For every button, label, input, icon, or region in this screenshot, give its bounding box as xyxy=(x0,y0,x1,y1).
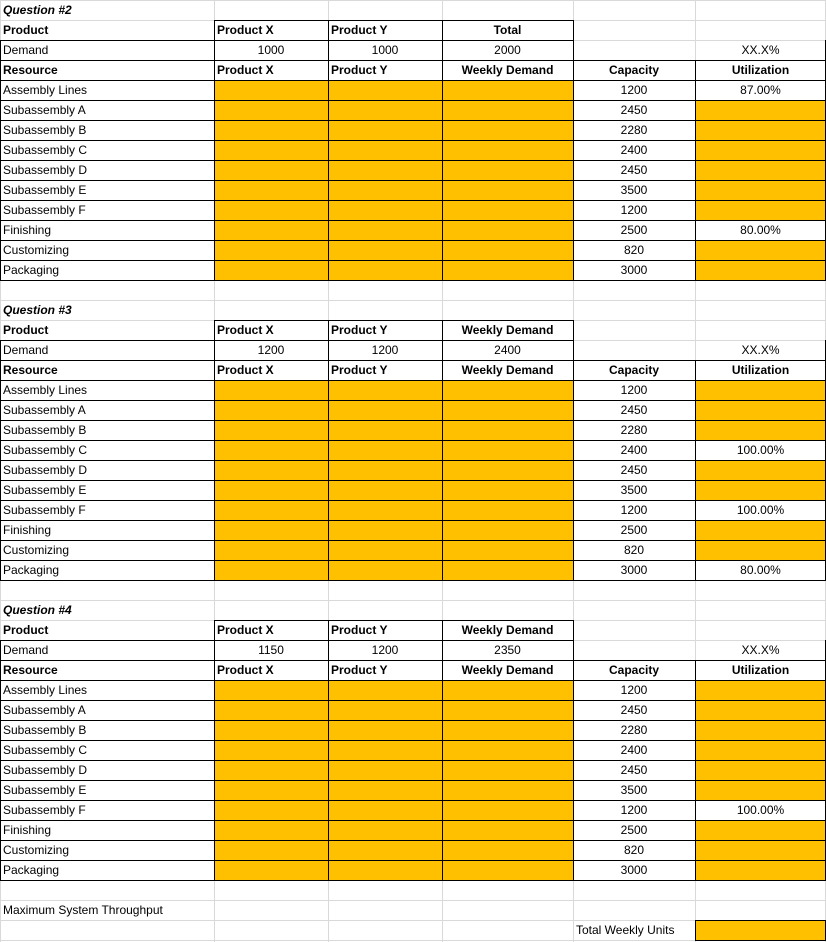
resource-name: Subassembly F xyxy=(3,203,86,217)
capacity-value: 1200 xyxy=(620,383,648,397)
input-product-y[interactable] xyxy=(328,80,442,100)
resource-name: Subassembly E xyxy=(3,483,87,497)
input-product-y[interactable] xyxy=(328,800,442,820)
demand-label: Demand xyxy=(3,643,49,657)
input-product-y[interactable] xyxy=(328,240,442,260)
input-weekly-demand[interactable] xyxy=(442,820,573,840)
input-product-x[interactable] xyxy=(214,520,328,540)
input-product-y[interactable] xyxy=(328,700,442,720)
resource-name: Subassembly D xyxy=(3,763,88,777)
input-weekly-demand[interactable] xyxy=(442,440,573,460)
product-y-header: Product Y xyxy=(331,623,388,637)
resource-label: Resource xyxy=(3,363,58,377)
input-weekly-demand[interactable] xyxy=(442,860,573,880)
input-product-y[interactable] xyxy=(328,400,442,420)
utilization-value[interactable]: 80.00% xyxy=(740,563,781,577)
input-product-x[interactable] xyxy=(214,760,328,780)
input-product-y[interactable] xyxy=(328,220,442,240)
utilization-value[interactable]: 100.00% xyxy=(736,503,785,517)
input-product-y[interactable] xyxy=(328,840,442,860)
utilization-value[interactable]: 100.00% xyxy=(736,443,785,457)
input-utilization[interactable] xyxy=(695,200,826,220)
input-product-x[interactable] xyxy=(214,860,328,880)
resource-name: Subassembly C xyxy=(3,143,88,157)
section-title: Question #2 xyxy=(3,3,72,17)
input-product-y[interactable] xyxy=(328,200,442,220)
resource-name: Subassembly F xyxy=(3,503,86,517)
input-product-x[interactable] xyxy=(214,820,328,840)
weekly-demand-header: Weekly Demand xyxy=(461,663,554,677)
capacity-value: 2400 xyxy=(620,143,648,157)
input-weekly-demand[interactable] xyxy=(442,740,573,760)
capacity-value: 3500 xyxy=(620,183,648,197)
capacity-value: 3500 xyxy=(620,483,648,497)
input-product-x[interactable] xyxy=(214,840,328,860)
input-utilization[interactable] xyxy=(695,400,826,420)
section-title: Question #3 xyxy=(3,303,72,317)
resource-name: Finishing xyxy=(3,223,52,237)
input-product-x[interactable] xyxy=(214,220,328,240)
input-utilization[interactable] xyxy=(695,140,826,160)
weekly-demand-header: Weekly Demand xyxy=(461,363,554,377)
input-product-x[interactable] xyxy=(214,780,328,800)
utilization-format: XX.X% xyxy=(741,643,780,657)
section-title: Question #4 xyxy=(3,603,72,617)
utilization-value[interactable]: 80.00% xyxy=(740,223,781,237)
input-weekly-demand[interactable] xyxy=(442,540,573,560)
capacity-value: 2450 xyxy=(620,703,648,717)
resource-name: Subassembly A xyxy=(3,103,86,117)
input-weekly-demand[interactable] xyxy=(442,500,573,520)
capacity-value: 2450 xyxy=(620,103,648,117)
capacity-value: 2500 xyxy=(620,523,648,537)
input-weekly-demand[interactable] xyxy=(442,460,573,480)
demand-product-x[interactable]: 1200 xyxy=(257,343,285,357)
input-utilization[interactable] xyxy=(695,480,826,500)
capacity-value: 2280 xyxy=(620,423,648,437)
product-label: Product xyxy=(3,323,49,337)
capacity-value: 1200 xyxy=(620,683,648,697)
input-product-x[interactable] xyxy=(214,720,328,740)
total-header: Weekly Demand xyxy=(461,623,554,637)
input-utilization[interactable] xyxy=(695,460,826,480)
demand-product-x[interactable]: 1150 xyxy=(258,643,284,657)
resource-name: Subassembly B xyxy=(3,123,87,137)
input-product-x[interactable] xyxy=(214,80,328,100)
utilization-format: XX.X% xyxy=(741,43,780,57)
capacity-value: 2450 xyxy=(620,403,648,417)
product-y-header: Product Y xyxy=(331,323,388,337)
input-utilization[interactable] xyxy=(695,540,826,560)
demand-product-y[interactable]: 1200 xyxy=(371,643,399,657)
input-weekly-demand[interactable] xyxy=(442,80,573,100)
input-weekly-demand[interactable] xyxy=(442,180,573,200)
resource-name: Subassembly E xyxy=(3,783,87,797)
input-product-x[interactable] xyxy=(214,440,328,460)
resource-name: Customizing xyxy=(3,243,70,257)
resource-name: Assembly Lines xyxy=(3,383,88,397)
input-utilization[interactable] xyxy=(695,120,826,140)
input-product-x[interactable] xyxy=(214,460,328,480)
product-y-header: Product Y xyxy=(331,23,388,37)
input-weekly-demand[interactable] xyxy=(442,800,573,820)
input-product-y[interactable] xyxy=(328,760,442,780)
capacity-value: 1200 xyxy=(620,503,648,517)
input-utilization[interactable] xyxy=(695,860,826,880)
input-product-x[interactable] xyxy=(214,260,328,280)
capacity-value: 2280 xyxy=(620,123,648,137)
input-weekly-demand[interactable] xyxy=(442,760,573,780)
capacity-header: Capacity xyxy=(608,63,660,77)
product-label: Product xyxy=(3,623,49,637)
demand-total[interactable]: 2400 xyxy=(494,343,521,357)
input-product-x[interactable] xyxy=(214,740,328,760)
input-weekly-demand[interactable] xyxy=(442,400,573,420)
resource-name: Packaging xyxy=(3,563,60,577)
capacity-value: 820 xyxy=(623,843,645,857)
capacity-header: Capacity xyxy=(608,363,660,377)
capacity-value: 2280 xyxy=(620,723,648,737)
input-product-x[interactable] xyxy=(214,100,328,120)
input-weekly-demand[interactable] xyxy=(442,680,573,700)
weekly-demand-header: Weekly Demand xyxy=(461,63,554,77)
input-weekly-demand[interactable] xyxy=(442,420,573,440)
capacity-value: 3500 xyxy=(620,783,648,797)
utilization-header: Utilization xyxy=(731,663,790,677)
input-product-y[interactable] xyxy=(328,500,442,520)
max-throughput-label: Maximum System Throughput xyxy=(3,903,163,917)
input-weekly-demand[interactable] xyxy=(442,140,573,160)
resource-name: Assembly Lines xyxy=(3,683,88,697)
input-weekly-demand[interactable] xyxy=(442,380,573,400)
capacity-value: 820 xyxy=(623,243,645,257)
demand-label: Demand xyxy=(3,343,49,357)
utilization-header: Utilization xyxy=(731,363,790,377)
resource-product-x-header: Product X xyxy=(217,63,274,77)
product-label: Product xyxy=(3,23,49,37)
input-product-x[interactable] xyxy=(214,500,328,520)
input-product-x[interactable] xyxy=(214,380,328,400)
demand-product-x[interactable]: 1000 xyxy=(257,43,285,57)
input-product-y[interactable] xyxy=(328,560,442,580)
capacity-value: 2500 xyxy=(620,823,648,837)
input-product-y[interactable] xyxy=(328,860,442,880)
utilization-value[interactable]: 87.00% xyxy=(740,83,781,97)
input-weekly-demand[interactable] xyxy=(442,200,573,220)
resource-name: Subassembly C xyxy=(3,743,88,757)
resource-product-y-header: Product Y xyxy=(331,663,388,677)
input-product-y[interactable] xyxy=(328,440,442,460)
input-weekly-demand[interactable] xyxy=(442,480,573,500)
resource-product-y-header: Product Y xyxy=(331,63,388,77)
input-product-y[interactable] xyxy=(328,780,442,800)
capacity-value: 1200 xyxy=(620,203,648,217)
input-utilization[interactable] xyxy=(695,720,826,740)
resource-name: Subassembly B xyxy=(3,723,87,737)
input-weekly-demand[interactable] xyxy=(442,220,573,240)
resource-name: Subassembly E xyxy=(3,183,87,197)
resource-name: Subassembly A xyxy=(3,703,86,717)
resource-product-x-header: Product X xyxy=(217,663,274,677)
input-product-y[interactable] xyxy=(328,420,442,440)
input-weekly-demand[interactable] xyxy=(442,720,573,740)
input-utilization[interactable] xyxy=(695,740,826,760)
input-weekly-demand[interactable] xyxy=(442,560,573,580)
product-x-header: Product X xyxy=(217,323,274,337)
total-header: Total xyxy=(493,23,522,37)
input-product-x[interactable] xyxy=(214,480,328,500)
input-product-y[interactable] xyxy=(328,520,442,540)
input-product-x[interactable] xyxy=(214,180,328,200)
input-weekly-demand[interactable] xyxy=(442,700,573,720)
capacity-value: 2450 xyxy=(620,463,648,477)
resource-name: Customizing xyxy=(3,843,70,857)
input-weekly-demand[interactable] xyxy=(442,520,573,540)
resource-name: Packaging xyxy=(3,863,60,877)
capacity-header: Capacity xyxy=(608,663,660,677)
capacity-value: 2450 xyxy=(620,763,648,777)
input-product-y[interactable] xyxy=(328,480,442,500)
input-utilization[interactable] xyxy=(695,260,826,280)
input-utilization[interactable] xyxy=(695,760,826,780)
input-product-y[interactable] xyxy=(328,380,442,400)
input-weekly-demand[interactable] xyxy=(442,240,573,260)
input-product-x[interactable] xyxy=(214,400,328,420)
input-weekly-demand[interactable] xyxy=(442,840,573,860)
input-total-weekly-units[interactable] xyxy=(695,920,826,940)
capacity-value: 2400 xyxy=(620,443,648,457)
input-product-y[interactable] xyxy=(328,100,442,120)
input-utilization[interactable] xyxy=(695,820,826,840)
input-product-y[interactable] xyxy=(328,260,442,280)
resource-name: Customizing xyxy=(3,543,70,557)
input-product-y[interactable] xyxy=(328,540,442,560)
utilization-format: XX.X% xyxy=(741,343,780,357)
product-x-header: Product X xyxy=(217,623,274,637)
input-product-y[interactable] xyxy=(328,160,442,180)
input-utilization[interactable] xyxy=(695,380,826,400)
input-weekly-demand[interactable] xyxy=(442,120,573,140)
total-weekly-units-label: Total Weekly Units xyxy=(576,923,675,937)
input-utilization[interactable] xyxy=(695,700,826,720)
input-utilization[interactable] xyxy=(695,420,826,440)
resource-name: Finishing xyxy=(3,523,52,537)
input-weekly-demand[interactable] xyxy=(442,780,573,800)
input-utilization[interactable] xyxy=(695,180,826,200)
input-utilization[interactable] xyxy=(695,160,826,180)
capacity-value: 3000 xyxy=(620,563,648,577)
capacity-value: 3000 xyxy=(620,863,648,877)
input-utilization[interactable] xyxy=(695,780,826,800)
input-product-x[interactable] xyxy=(214,540,328,560)
input-utilization[interactable] xyxy=(695,520,826,540)
input-product-x[interactable] xyxy=(214,240,328,260)
resource-product-y-header: Product Y xyxy=(331,363,388,377)
input-weekly-demand[interactable] xyxy=(442,100,573,120)
demand-label: Demand xyxy=(3,43,49,57)
total-header: Weekly Demand xyxy=(461,323,554,337)
product-x-header: Product X xyxy=(217,23,274,37)
input-product-x[interactable] xyxy=(214,700,328,720)
resource-name: Packaging xyxy=(3,263,60,277)
demand-product-y[interactable]: 1200 xyxy=(371,343,399,357)
input-product-x[interactable] xyxy=(214,140,328,160)
resource-name: Finishing xyxy=(3,823,52,837)
capacity-value: 820 xyxy=(623,543,645,557)
input-weekly-demand[interactable] xyxy=(442,160,573,180)
capacity-value: 3000 xyxy=(620,263,648,277)
input-product-y[interactable] xyxy=(328,140,442,160)
demand-product-y[interactable]: 1000 xyxy=(371,43,399,57)
input-product-x[interactable] xyxy=(214,420,328,440)
input-product-x[interactable] xyxy=(214,560,328,580)
input-product-y[interactable] xyxy=(328,460,442,480)
utilization-value[interactable]: 100.00% xyxy=(736,803,785,817)
input-utilization[interactable] xyxy=(695,100,826,120)
resource-label: Resource xyxy=(3,663,58,677)
capacity-value: 2400 xyxy=(620,743,648,757)
resource-name: Subassembly C xyxy=(3,443,88,457)
capacity-value: 2500 xyxy=(620,223,648,237)
capacity-value: 1200 xyxy=(620,83,648,97)
utilization-header: Utilization xyxy=(731,63,790,77)
resource-product-x-header: Product X xyxy=(217,363,274,377)
input-weekly-demand[interactable] xyxy=(442,260,573,280)
input-product-y[interactable] xyxy=(328,820,442,840)
input-product-x[interactable] xyxy=(214,800,328,820)
input-product-x[interactable] xyxy=(214,680,328,700)
resource-label: Resource xyxy=(3,63,58,77)
input-product-x[interactable] xyxy=(214,160,328,180)
resource-name: Subassembly D xyxy=(3,163,88,177)
input-product-x[interactable] xyxy=(214,120,328,140)
resource-name: Subassembly A xyxy=(3,403,86,417)
demand-total[interactable]: 2350 xyxy=(494,643,521,657)
resource-name: Subassembly B xyxy=(3,423,87,437)
input-product-y[interactable] xyxy=(328,180,442,200)
input-product-x[interactable] xyxy=(214,200,328,220)
input-utilization[interactable] xyxy=(695,240,826,260)
input-product-y[interactable] xyxy=(328,740,442,760)
resource-name: Assembly Lines xyxy=(3,83,88,97)
capacity-value: 1200 xyxy=(620,803,648,817)
capacity-value: 2450 xyxy=(620,163,648,177)
resource-name: Subassembly F xyxy=(3,803,86,817)
input-product-y[interactable] xyxy=(328,680,442,700)
input-utilization[interactable] xyxy=(695,680,826,700)
input-product-y[interactable] xyxy=(328,720,442,740)
resource-name: Subassembly D xyxy=(3,463,88,477)
input-utilization[interactable] xyxy=(695,840,826,860)
demand-total[interactable]: 2000 xyxy=(494,43,521,57)
input-product-y[interactable] xyxy=(328,120,442,140)
